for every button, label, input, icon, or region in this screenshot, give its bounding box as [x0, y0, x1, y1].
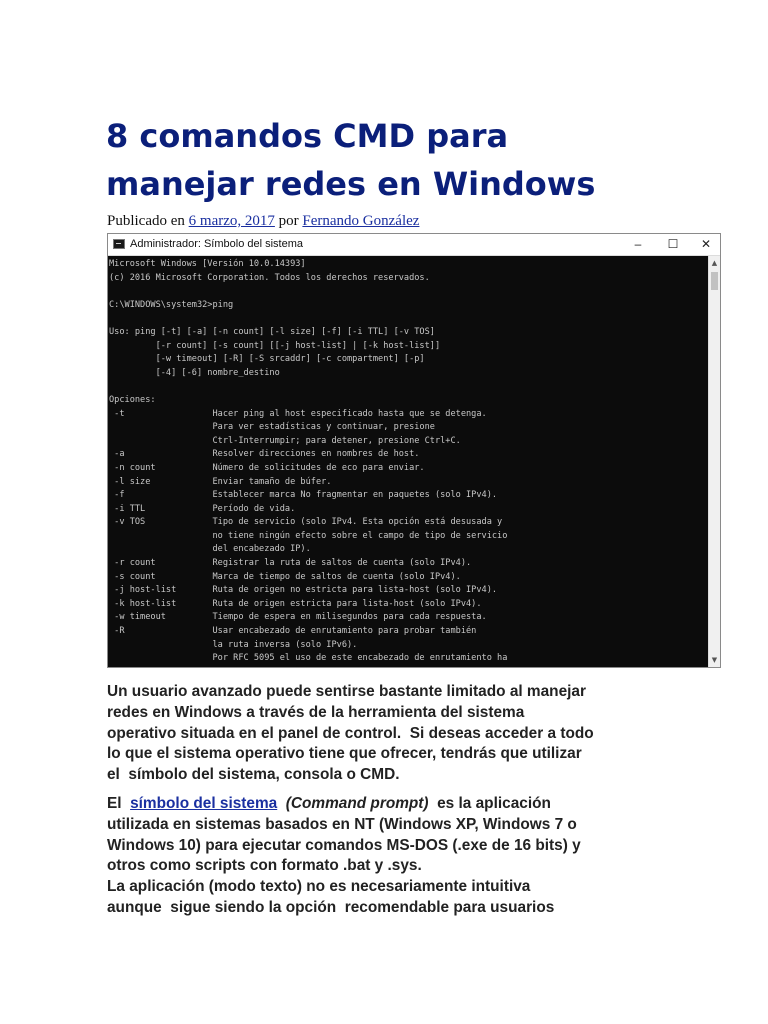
cmd-line: Opciones: — [109, 394, 156, 405]
cmd-line: [-4] [-6] nombre_destino — [109, 367, 280, 378]
meta-by: por — [274, 213, 303, 229]
cmd-line: -k host-list Ruta de origen estricta para lista-host (solo IPv4). — [109, 598, 482, 609]
cmd-output-lines — [108, 256, 708, 666]
cmd-line: Para ver estadísticas y continuar, presione — [109, 422, 435, 433]
minimize-icon[interactable]: – — [634, 237, 642, 251]
cmd-line: -r count Registrar la ruta de saltos de cuenta (solo IPv4). — [109, 558, 472, 569]
cmd-line: [-w timeout] [-R] [-S srcaddr] [-c compartment] [-p] — [109, 354, 425, 365]
scroll-thumb[interactable] — [711, 272, 718, 290]
cmd-line: -R Usar encabezado de enrutamiento para probar también — [109, 626, 477, 637]
date-link[interactable]: 6 marzo, 2017 — [188, 213, 275, 229]
paragraph-line: La aplicación (modo texto) no es necesariamente intuitiva — [107, 878, 531, 896]
cmd-line — [109, 312, 708, 326]
cmd-line: -v TOS Tipo de servicio (solo IPv4. Esta opción está desusada y — [109, 517, 503, 528]
cmd-line: -s count Marca de tiempo de saltos de cuenta (solo IPv4). — [109, 571, 461, 582]
paragraph-definition — [107, 794, 667, 919]
cmd-line: -t Hacer ping al host especificado hasta que se detenga. — [109, 408, 487, 419]
cmd-scrollbar[interactable] — [708, 256, 720, 667]
cmd-line: -n count Número de solicitudes de eco para enviar. — [109, 462, 425, 473]
paragraph-line: el símbolo del sistema, consola o CMD. — [107, 766, 400, 784]
cmd-line — [109, 380, 708, 394]
cmd-screenshot — [107, 233, 721, 668]
gap-text — [277, 795, 286, 812]
cmd-line: -j host-list Ruta de origen no estricta para lista-host (solo IPv4). — [109, 585, 498, 596]
paragraph-line: operativo situada en el panel de control. Si deseas acceder a todo — [107, 724, 594, 742]
maximize-icon[interactable]: ☐ — [667, 237, 679, 251]
cmd-line: -a Resolver direcciones en nombres de host. — [109, 449, 420, 460]
cmd-window-title: Administrador: Símbolo del sistema — [130, 238, 304, 250]
after-text: es la aplicación — [428, 795, 551, 812]
cmd-line: -w timeout Tiempo de espera en milisegundos para cada respuesta. — [109, 612, 487, 623]
cmd-line: (c) 2016 Microsoft Corporation. Todos los derechos reservados. — [109, 272, 430, 283]
cmd-line: Ctrl-Interrumpir; para detener, presione Ctrl+C. — [109, 435, 461, 446]
title-line: manejar redes en Windows — [106, 165, 596, 203]
cmd-line: no tiene ningún efecto sobre el campo de tipo de servicio — [109, 530, 508, 541]
cmd-line: C:\WINDOWS\system32>ping — [109, 299, 234, 310]
cmd-line: Por RFC 5095 el uso de este encabezado de enrutamiento ha — [109, 653, 508, 664]
cmd-line — [109, 285, 708, 299]
lead-text: El — [107, 795, 131, 812]
author-link[interactable]: Fernando González — [302, 213, 420, 229]
paragraph-line: utilizada en sistemas basados en NT (Windows XP, Windows 7 o — [107, 815, 577, 833]
cmd-line: -l size Enviar tamaño de búfer. — [109, 476, 332, 487]
paragraph-line: redes en Windows a través de la herramienta del sistema — [107, 703, 525, 721]
meta-prefix: Publicado en — [107, 213, 189, 229]
paragraph-intro — [107, 682, 667, 786]
italic-text: (Command prompt) — [285, 795, 429, 812]
paragraph-line: otros como scripts con formato .bat y .sys. — [107, 857, 422, 875]
cmd-line: del encabezado IP). — [109, 544, 311, 555]
scroll-up-icon[interactable]: ▲ — [711, 259, 718, 267]
article-title — [106, 112, 726, 208]
paragraph-line-first — [107, 794, 667, 815]
cmd-line: -f Establecer marca No fragmentar en paquetes (solo IPv4). — [109, 490, 498, 501]
paragraph-line: aunque sigue siendo la opción recomendable para usuarios — [107, 898, 555, 916]
paragraph-line: Windows 10) para ejecutar comandos MS-DOS (.exe de 16 bits) y — [107, 836, 581, 854]
simbolo-link[interactable]: símbolo del sistema — [130, 795, 278, 812]
scroll-down-icon[interactable]: ▼ — [711, 656, 718, 664]
cmd-line: [-r count] [-s count] [[-j host-list] | [-k host-list]] — [109, 340, 441, 351]
paragraph-line: lo que el sistema operativo tiene que ofrecer, tendrás que utilizar — [107, 745, 582, 763]
cmd-line: Microsoft Windows [Versión 10.0.14393] — [109, 259, 306, 269]
cmd-line: -i TTL Período de vida. — [109, 503, 296, 514]
post-meta — [107, 213, 419, 230]
paragraph-line: Un usuario avanzado puede sentirse bastante limitado al manejar — [107, 683, 586, 700]
cmd-line: Uso: ping [-t] [-a] [-n count] [-l size] [-f] [-i TTL] [-v TOS] — [109, 326, 435, 337]
cmd-line: la ruta inversa (solo IPv6). — [109, 639, 358, 650]
close-icon[interactable]: ✕ — [700, 237, 712, 251]
cmd-output — [108, 256, 708, 667]
cmd-titlebar — [108, 234, 720, 256]
console-icon — [113, 239, 125, 249]
title-line: 8 comandos CMD para — [106, 117, 509, 155]
